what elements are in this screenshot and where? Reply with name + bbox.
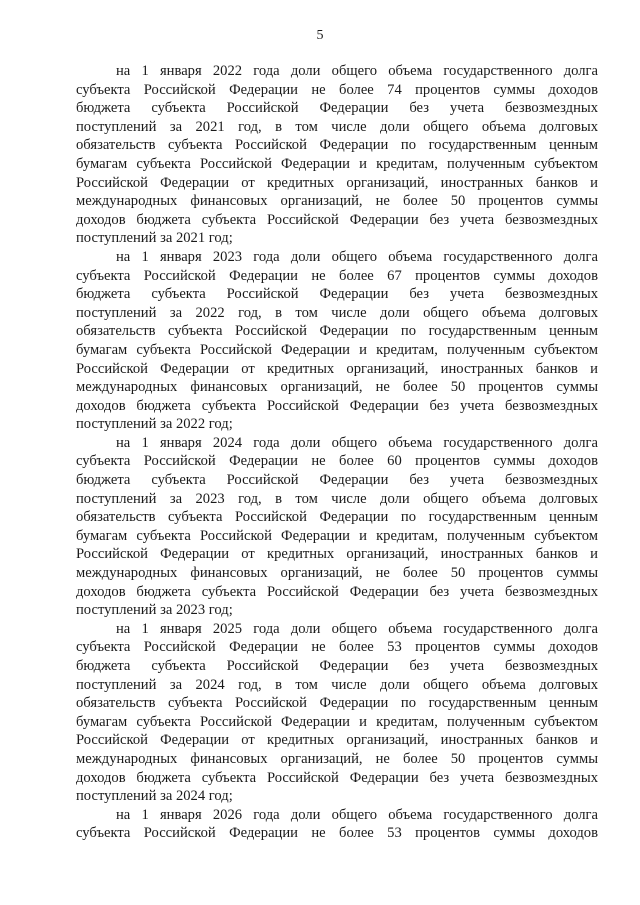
paragraph bbox=[76, 248, 598, 434]
text-line: обязательств субъекта Российской Федерации по государственным ценным bbox=[76, 695, 598, 712]
paragraph bbox=[76, 620, 598, 806]
text-line: на 1 января 2024 года доли общего объема государственного долга bbox=[116, 434, 598, 451]
text-line: субъекта Российской Федерации не более 74 процентов суммы доходов bbox=[76, 81, 598, 98]
text-line: на 1 января 2026 года доли общего объема государственного долга bbox=[116, 806, 598, 823]
text-line: поступлений за 2023 год; bbox=[76, 602, 233, 619]
text-line: международных финансовых организаций, не более 50 процентов суммы bbox=[76, 565, 598, 582]
text-line: бумагам субъекта Российской Федерации и кредитам, полученным субъектом bbox=[76, 527, 598, 544]
page-number: 5 bbox=[316, 28, 324, 43]
text-line: поступлений за 2023 год, в том числе доли общего объема долговых bbox=[76, 490, 598, 507]
text-line: доходов бюджета субъекта Российской Федерации без учета безвозмездных bbox=[76, 583, 598, 600]
text-line: бумагам субъекта Российской Федерации и кредитам, полученным субъектом bbox=[76, 713, 598, 730]
text-line: поступлений за 2021 год, в том числе доли общего объема долговых bbox=[76, 118, 598, 135]
text-line: Российской Федерации от кредитных организаций, иностранных банков и bbox=[76, 360, 598, 377]
text-line: бумагам субъекта Российской Федерации и кредитам, полученным субъектом bbox=[76, 155, 598, 172]
text-line: на 1 января 2023 года доли общего объема государственного долга bbox=[116, 248, 598, 265]
text-line: доходов бюджета субъекта Российской Федерации без учета безвозмездных bbox=[76, 769, 598, 786]
text-line: обязательств субъекта Российской Федерации по государственным ценным bbox=[76, 137, 598, 154]
text-line: поступлений за 2022 год, в том числе доли общего объема долговых bbox=[76, 304, 598, 321]
text-line: поступлений за 2024 год, в том числе доли общего объема долговых bbox=[76, 676, 598, 693]
text-line: бюджета субъекта Российской Федерации без учета безвозмездных bbox=[76, 658, 598, 674]
text-line: субъекта Российской Федерации не более 53 процентов суммы доходов bbox=[76, 825, 598, 842]
text-line: международных финансовых организаций, не более 50 процентов суммы bbox=[76, 193, 598, 210]
text-line: на 1 января 2022 года доли общего объема государственного долга bbox=[116, 63, 598, 79]
text-line: Российской Федерации от кредитных организаций, иностранных банков и bbox=[76, 732, 598, 749]
text-line: субъекта Российской Федерации не более 67 процентов суммы доходов bbox=[76, 267, 598, 284]
text-line: субъекта Российской Федерации не более 60 процентов суммы доходов bbox=[76, 453, 598, 470]
text-line: поступлений за 2021 год; bbox=[76, 230, 233, 247]
text-line: обязательств субъекта Российской Федерации по государственным ценным bbox=[76, 509, 598, 526]
text-line: доходов бюджета субъекта Российской Федерации без учета безвозмездных bbox=[76, 211, 598, 228]
text-line: Российской Федерации от кредитных организаций, иностранных банков и bbox=[76, 174, 598, 191]
document-body bbox=[76, 62, 598, 843]
paragraph bbox=[76, 62, 598, 248]
text-line: бумагам субъекта Российской Федерации и кредитам, полученным субъектом bbox=[76, 341, 598, 358]
paragraph bbox=[76, 806, 598, 843]
text-line: международных финансовых организаций, не более 50 процентов суммы bbox=[76, 750, 598, 767]
text-line: на 1 января 2025 года доли общего объема государственного долга bbox=[116, 620, 598, 637]
paragraph bbox=[76, 434, 598, 620]
text-line: субъекта Российской Федерации не более 53 процентов суммы доходов bbox=[76, 639, 598, 656]
text-line: бюджета субъекта Российской Федерации без учета безвозмездных bbox=[76, 286, 598, 303]
text-line: обязательств субъекта Российской Федерации по государственным ценным bbox=[76, 323, 598, 340]
text-line: бюджета субъекта Российской Федерации без учета безвозмездных bbox=[76, 472, 598, 489]
text-line: бюджета субъекта Российской Федерации без учета безвозмездных bbox=[76, 100, 598, 117]
text-line: поступлений за 2024 год; bbox=[76, 788, 233, 805]
text-line: международных финансовых организаций, не более 50 процентов суммы bbox=[76, 379, 598, 396]
text-line: поступлений за 2022 год; bbox=[76, 416, 233, 433]
text-line: доходов бюджета субъекта Российской Федерации без учета безвозмездных bbox=[76, 397, 598, 414]
text-line: Российской Федерации от кредитных организаций, иностранных банков и bbox=[76, 546, 598, 563]
